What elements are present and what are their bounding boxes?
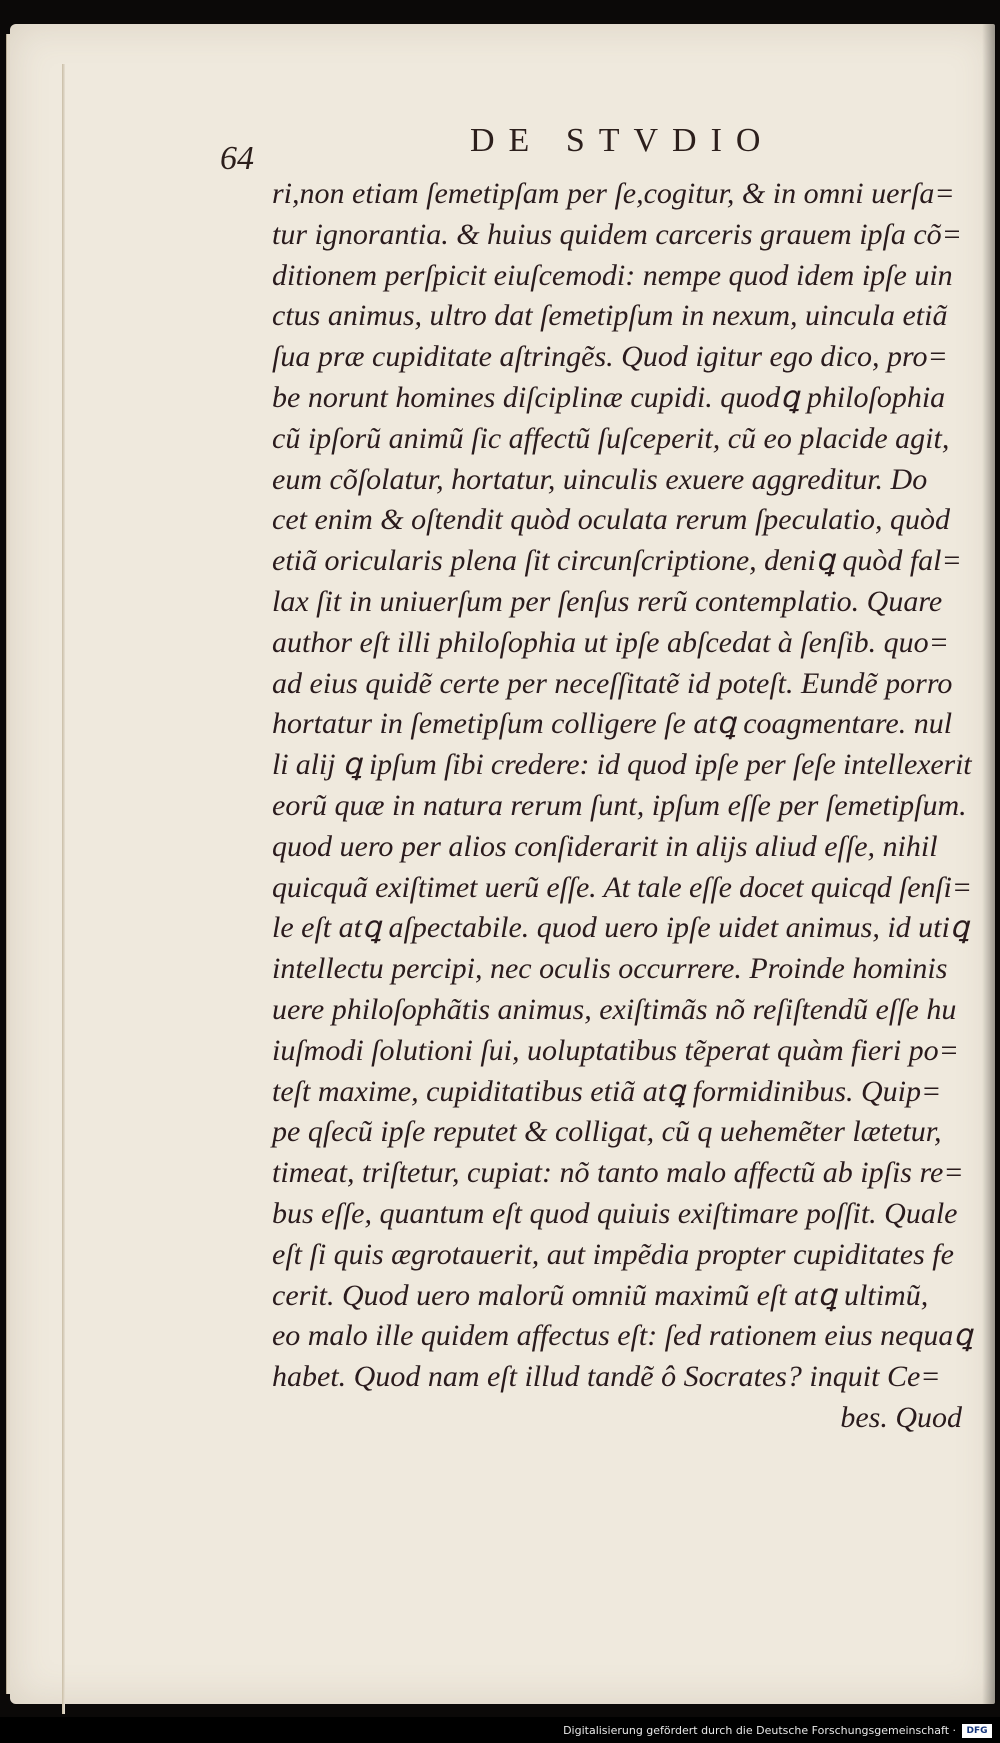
text-line: intellectu percipi, nec oculis occurrere. Proinde hominis <box>272 952 948 986</box>
text-line: cũ ipſorũ animũ ſic affectũ ſuſceperit, cũ eo placide agit, <box>272 421 950 455</box>
text-line: uere philoſophãtis animus, exiſtimãs nõ reſiſtendũ eſſe hu <box>272 992 957 1026</box>
text-line: ri,non etiam ſemetipſam per ſe,cogitur, & in omni uerſa= <box>272 177 955 210</box>
text-line: author eſt illi philoſophia ut ipſe abſcedat à ſenſib. quo= <box>272 625 949 659</box>
text-line: ſua præ cupiditate aſtringẽs. Quod igitur ego dico, pro= <box>272 340 948 374</box>
dfg-logo: DFG <box>962 1724 992 1738</box>
text-line: bes. Quod <box>840 1400 962 1434</box>
page-text-block <box>272 174 972 1439</box>
text-line: teſt maxime, cupiditatibus etiã atꝗ formidinibus. Quip= <box>272 1074 942 1108</box>
text-line: eſt ſi quis ægrotauerit, aut impẽdia propter cupiditates fe <box>272 1237 954 1271</box>
text-line: eo malo ille quidem affectus eſt: ſed rationem eius nequaꝗ <box>272 1319 973 1353</box>
running-head: DE STVDIO <box>470 122 775 159</box>
text-line: li alij ꝗ ipſum ſibi credere: id quod ipſe per ſeſe intellexerit <box>272 748 972 782</box>
text-line: iuſmodi ſolutioni ſui, uoluptatibus tẽperat quàm fieri po= <box>272 1033 959 1067</box>
text-line: pe qſecũ ipſe reputet & colligat, cũ q uehemẽter lætetur, <box>272 1115 942 1149</box>
text-line: etiã oricularis plena ſit circunſcriptione, deniꝗ quòd fal= <box>272 544 962 578</box>
text-line: ctus animus, ultro dat ſemetipſum in nexum, uincula etiã <box>272 299 948 333</box>
text-line: eum cõſolatur, hortatur, uinculis exuere aggreditur. Do <box>272 462 928 496</box>
text-line: tur ignorantia. & huius quidem carceris grauem ipſa cõ= <box>272 217 962 251</box>
text-line: ad eius quidẽ certe per neceſſitatẽ id poteſt. Eundẽ porro <box>272 666 953 700</box>
page-number: 64 <box>220 140 254 177</box>
funding-credit: Digitalisierung gefördert durch die Deutsche Forschungsgemeinschaft · <box>563 1724 956 1737</box>
text-line: quicquã exiſtimet uerũ eſſe. At tale eſſe docet quicqd ſenſi= <box>272 870 972 904</box>
text-line: lax ſit in uniuerſum per ſenſus rerũ contemplatio. Quare <box>272 584 943 618</box>
page-shadow <box>982 24 996 1704</box>
text-line: cerit. Quod uero malorũ omniũ maximũ eſt atꝗ ultimũ, <box>272 1278 929 1312</box>
text-line: ditionem perſpicit eiuſcemodi: nempe quod idem ipſe uin <box>272 258 953 292</box>
text-line: habet. Quod nam eſt illud tandẽ ô Socrates? inquit Ce= <box>272 1360 941 1394</box>
text-line: be norunt homines diſciplinæ cupidi. quodꝗ philoſophia <box>272 380 946 414</box>
text-line: hortatur in ſemetipſum colligere ſe atꝗ coagmentare. nul <box>272 707 953 741</box>
page-gutter <box>62 64 65 1714</box>
text-line: timeat, triſtetur, cupiat: nõ tanto malo affectũ ab ipſis re= <box>272 1156 964 1190</box>
text-line: cet enim & oſtendit quòd oculata rerum ſpeculatio, quòd <box>272 503 950 537</box>
text-line: bus eſſe, quantum eſt quod quiuis exiſtimare poſſit. Quale <box>272 1196 958 1230</box>
text-line: quod uero per alios conſiderarit in alijs aliud eſſe, nihil <box>272 829 938 863</box>
text-line: eorũ quæ in natura rerum ſunt, ipſum eſſe per ſemetipſum. <box>272 788 967 822</box>
digitization-footer <box>0 1717 1000 1743</box>
text-line: le eſt atꝗ aſpectabile. quod uero ipſe uidet animus, id utiꝗ <box>272 911 969 945</box>
